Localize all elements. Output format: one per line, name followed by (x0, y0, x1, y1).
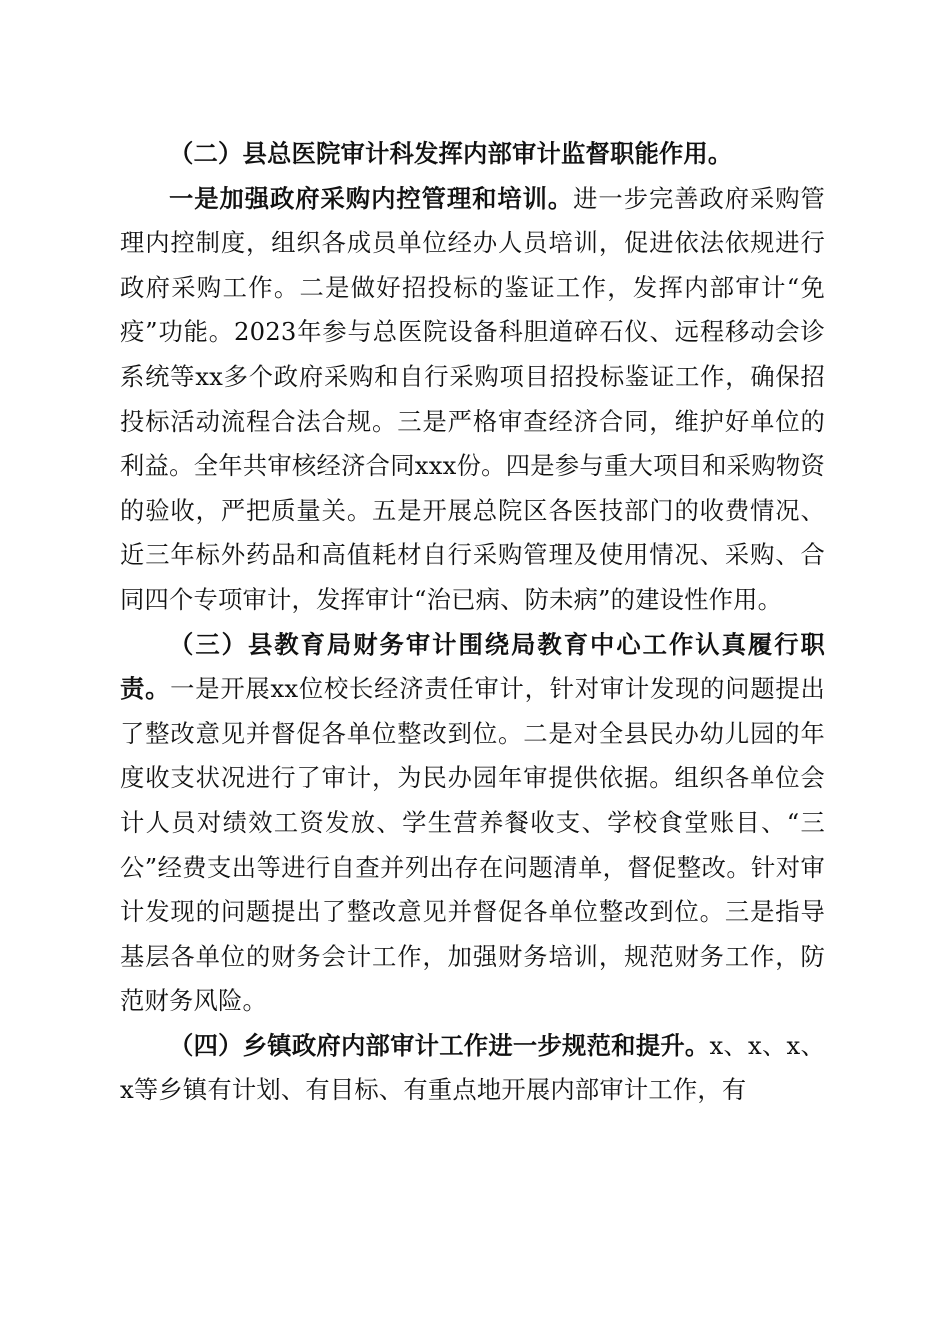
section-4-body: x、x、x、x等乡镇有计划、有目标、有重点地开展内部审计工作，有 (120, 1030, 825, 1105)
section-2-paragraph (120, 177, 825, 623)
section-3-paragraph (120, 623, 825, 1024)
section-2-heading-paragraph (120, 132, 825, 177)
section-2-body: 进一步完善政府采购管理内控制度，组织各成员单位经办人员培训，促进依法依规进行政府采购工作。二是做好招投标的鉴证工作，发挥内部审计“免疫”功能。2023年参与总医院设备科胆道碎石仪、远程移动会诊系统等xx多个政府采购和自行采购项目招投标鉴证工作，确保招投标活动流程合法合规。三是严格审查经济合同，维护好单位的利益。全年共审核经济合同xxx份。四是参与重大项目和采购物资的验收，严把质量关。五是开展总院区各医技部门的收费情况、近三年标外药品和高值耗材自行采购管理及使用情况、采购、合同四个专项审计，发挥审计“治已病、防未病”的建设性作用。 (120, 183, 826, 614)
section-2-heading: （二）县总医院审计科发挥内部审计监督职能作用。 (169, 139, 733, 168)
section-4-heading: （四）乡镇政府内部审计工作进一步规范和提升。 (169, 1030, 710, 1060)
section-3-heading: （三）县教育局财务审计围绕局教育中心工作认真履行职责。 (120, 629, 825, 704)
section-4-paragraph (120, 1024, 825, 1113)
section-3-body: 一是开展xx位校长经济责任审计，针对审计发现的问题提出了整改意见并督促各单位整改到位。二是对全县民办幼儿园的年度收支状况进行了审计，为民办园年审提供依据。组织各单位会计人员对绩效工资发放、学生营养餐收支、学校食堂账目、“三公”经费支出等进行自查并列出存在问题清单，督促整改。针对审计发现的问题提出了整改意见并督促各单位整改到位。三是指导基层各单位的财务会计工作，加强财务培训，规范财务工作，防范财务风险。 (120, 674, 825, 1016)
document-body (120, 132, 825, 1113)
section-2-lead: 一是加强政府采购内控管理和培训。 (169, 183, 574, 213)
